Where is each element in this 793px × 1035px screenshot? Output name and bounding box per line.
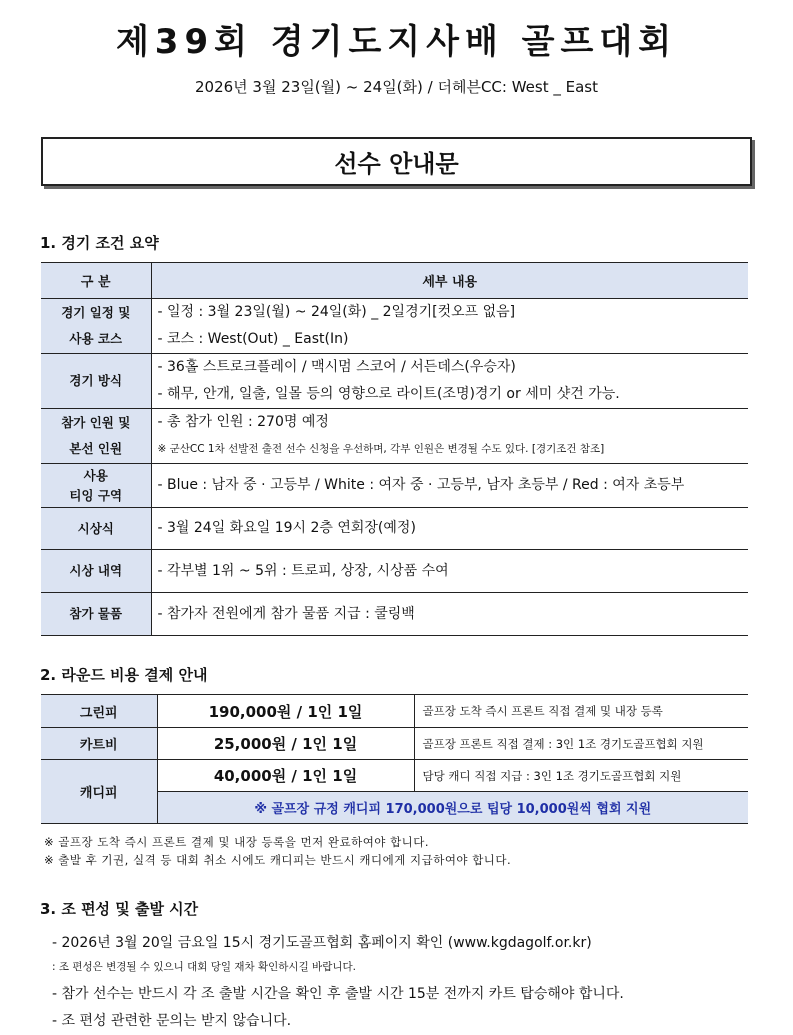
schedule-line: - 참가 선수는 반드시 각 조 출발 시간을 확인 후 출발 시간 15분 전까지 카트 탑승해야 합니다. xyxy=(52,986,624,1002)
row-label-line: 사용 xyxy=(83,467,108,483)
table-row xyxy=(41,695,748,728)
notice-title-box xyxy=(41,137,752,186)
detail-note: ※ 군산CC 1차 선발전 출전 선수 신청을 우선하며, 각부 인원은 변경될 수도 있다. [경기조건 참조] xyxy=(157,443,605,455)
row-label-line: 본선 인원 xyxy=(69,441,123,456)
fee-amount: 190,000원 / 1인 1일 xyxy=(157,695,414,728)
payment-note: ※ 출발 후 기권, 실격 등 대회 취소 시에도 캐디피는 반드시 캐디에게 지급하여야 합니다. xyxy=(44,853,512,867)
row-label: 시상 내역 xyxy=(41,550,151,593)
section3-heading: 3. 조 편성 및 출발 시간 xyxy=(40,900,199,918)
row-detail: - Blue : 남자 중 · 고등부 / White : 여자 중 · 고등부, 남자 초등부 / Red : 여자 초등부 xyxy=(151,464,748,508)
row-label-line: 사용 코스 xyxy=(69,331,123,346)
row-detail xyxy=(151,354,748,409)
table-row xyxy=(41,354,748,409)
row-label xyxy=(41,464,151,508)
fee-description: 골프장 도착 즉시 프론트 직접 결제 및 내장 등록 xyxy=(414,695,748,728)
detail-line: - 해무, 안개, 일출, 일몰 등의 영향으로 라이트(조명)경기 or 세미 샷건 가능. xyxy=(157,386,620,402)
schedule-note: : 조 편성은 변경될 수 있으니 대회 당일 재차 확인하시길 바랍니다. xyxy=(52,961,356,973)
row-label-line: 참가 인원 및 xyxy=(61,415,131,430)
detail-line: - 일정 : 3월 23일(월) ~ 24일(화) _ 2일경기[컷오프 없음] xyxy=(157,304,516,320)
header-category: 구 분 xyxy=(41,263,151,299)
table-row xyxy=(41,550,748,593)
payment-note: ※ 골프장 도착 즉시 프론트 결제 및 내장 등록을 먼저 완료하여야 합니다. xyxy=(44,835,430,849)
detail-line: - 총 참가 인원 : 270명 예정 xyxy=(157,414,329,430)
section2-heading: 2. 라운드 비용 결제 안내 xyxy=(40,666,208,684)
table-row xyxy=(41,760,748,792)
fee-description: 담당 캐디 직접 지급 : 3인 1조 경기도골프협회 지원 xyxy=(414,760,748,792)
row-detail xyxy=(151,299,748,354)
fee-amount: 25,000원 / 1인 1일 xyxy=(157,728,414,760)
row-label xyxy=(41,299,151,354)
detail-line: - 코스 : West(Out) _ East(In) xyxy=(157,331,349,347)
row-label: 참가 물품 xyxy=(41,593,151,636)
detail-line: - 36홀 스트로크플레이 / 맥시멈 스코어 / 서든데스(우승자) xyxy=(157,359,516,375)
caddie-tip-note: ※ 골프장 규정 캐디피 170,000원으로 팁당 10,000원씩 협회 지원 xyxy=(157,792,748,824)
row-detail: - 각부별 1위 ~ 5위 : 트로피, 상장, 시상품 수여 xyxy=(151,550,748,593)
header-detail: 세부 내용 xyxy=(151,263,748,299)
row-label: 경기 방식 xyxy=(41,354,151,409)
fee-label: 그린피 xyxy=(41,695,157,728)
schedule-line: - 조 편성 관련한 문의는 받지 않습니다. xyxy=(52,1013,292,1029)
notice-title: 선수 안내문 xyxy=(334,150,459,178)
row-detail: - 3월 24일 화요일 19시 2층 연회장(예정) xyxy=(151,508,748,550)
section1-heading: 1. 경기 조건 요약 xyxy=(40,234,159,252)
table-row xyxy=(41,299,748,354)
row-label xyxy=(41,409,151,464)
row-detail xyxy=(151,409,748,464)
row-label-line: 경기 일정 및 xyxy=(61,305,131,320)
conditions-table xyxy=(41,262,748,636)
table-header-row xyxy=(41,263,748,299)
schedule-line: - 2026년 3월 20일 금요일 15시 경기도골프협회 홈페이지 확인 (www.kgdagolf.or.kr) xyxy=(52,935,592,951)
table-row xyxy=(41,728,748,760)
fee-amount: 40,000원 / 1인 1일 xyxy=(157,760,414,792)
fee-label: 캐디피 xyxy=(41,760,157,824)
row-detail: - 참가자 전원에게 참가 물품 지급 : 쿨링백 xyxy=(151,593,748,636)
fee-label: 카트비 xyxy=(41,728,157,760)
table-row xyxy=(41,508,748,550)
table-row xyxy=(41,464,748,508)
fees-table xyxy=(41,694,748,824)
fee-description: 골프장 프론트 직접 결제 : 3인 1조 경기도골프협회 지원 xyxy=(414,728,748,760)
table-row xyxy=(41,409,748,464)
table-row xyxy=(41,593,748,636)
row-label: 시상식 xyxy=(41,508,151,550)
row-label-line: 티잉 구역 xyxy=(69,487,123,503)
page-title: 제39회 경기도지사배 골프대회 xyxy=(115,22,678,62)
event-subtitle: 2026년 3월 23일(월) ~ 24일(화) / 더헤븐CC: West _ East xyxy=(195,78,598,96)
